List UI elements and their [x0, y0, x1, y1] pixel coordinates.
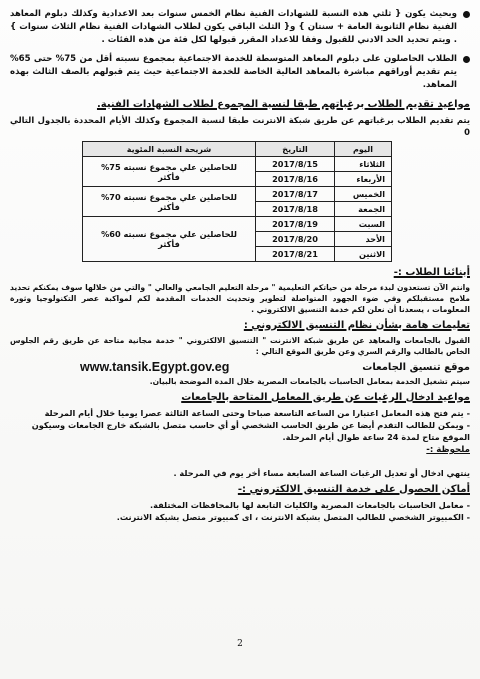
percentage-cell: للحاصلين علي مجموع نسبته 75% فأكثر — [83, 157, 256, 187]
date-cell: 2017/8/18 — [256, 202, 335, 217]
date-cell: 2017/8/17 — [256, 187, 335, 202]
page-number: 2 — [237, 639, 243, 649]
labs-line: - ويمكن للطالب التقدم أيضا عن طريق الحاسب الشخصي أو أي حاسب متصل بالشبكة خارج الجامعات وسيكون الموقع متاح لمدة 24 ساعة طوال أيام المرحلة. — [31, 420, 470, 442]
date-cell: 2017/8/19 — [256, 217, 335, 232]
note-text: ينتهي ادخال أو تعديل الرغبات الساعة السابعة مساء أخر يوم في المرحلة . — [173, 468, 470, 478]
table-row — [83, 187, 392, 202]
day-cell: الأربعاء — [335, 172, 392, 187]
percentage-cell: للحاصلين علي مجموع نسبته 70% فأكثر — [83, 187, 256, 217]
header-day: اليوم — [335, 142, 392, 157]
day-cell: الاثنين — [335, 247, 392, 262]
day-cell: الثلاثاء — [335, 157, 392, 172]
places-line: - الكمبيوتر الشخصي للطالب المتصل بشبكة الانترنت ، اى كمبيوتر متصل بشبكة الانترنت. — [116, 512, 470, 522]
date-cell: 2017/8/21 — [256, 247, 335, 262]
electronic-text: القبول بالجامعات والمعاهد عن طريق شبكة الانترنت " التنسيق الالكتروني " خدمة مجانية متاحة عن طريق رقم الجلوس الخاص بالطالب والرقم السري وعن طريق الموقع التالي : — [10, 336, 470, 356]
site-url-link[interactable]: www.tansik.Egypt.gov.eg — [80, 360, 230, 374]
schedule-table — [82, 141, 392, 262]
bullet-item — [10, 8, 470, 47]
site-label: موقع تنسيق الجامعات — [362, 361, 470, 373]
bullet-text: وبحيث يكون { ثلثي هذه النسبة للشهادات الفنية نظام الخمس سنوات بعد الاعدادية وكذلك دبلوم المعاهد الفنية نظام الثانوية العامة + سنتان } و{ الثلث الباقي يكون لطلاب الشهادات الفنية نظام الثلاث سنوات } . ويتم تحديد الحد الادني للقبول وفقا للاعداد المقرر قبولها لكل فئة من هذه الفئات . — [10, 9, 457, 45]
students-heading: أبنائنا الطلاب :- — [393, 267, 470, 278]
day-cell: الجمعة — [335, 202, 392, 217]
places-heading: أماكن الحصول على خدمة التنسيق الالكتروني :- — [237, 484, 470, 495]
date-cell: 2017/8/15 — [256, 157, 335, 172]
labs-heading: مواعيد ادخال الرغبات عن طريق المعامل المتاحة بالجامعات — [181, 392, 470, 403]
bullet-text: الطلاب الحاصلون على دبلوم المعاهد المتوسطة للخدمة الاجتماعية بمجموع نسبته أقل من 75% حتى 65% يتم تقديم أوراقهم مباشرة بالمعاهد العالية الخاصة للخدمة الاجتماعية حيث يتم قبولهم بالصف الثالث بهذه المعاهد. — [10, 54, 457, 90]
percentage-cell: للحاصلين علي مجموع نسبته 60% فأكثر — [83, 217, 256, 262]
schedule-heading: مواعيد تقديم الطلاب برغباتهم طبقا لنسبة المجموع لطلاب الشهادات الفنية. — [96, 99, 470, 110]
website-row — [10, 360, 470, 374]
header-date: التاريخ — [256, 142, 335, 157]
date-cell: 2017/8/16 — [256, 172, 335, 187]
header-percentage: شريحة النسبة المئوية — [83, 142, 256, 157]
day-cell: السبت — [335, 217, 392, 232]
bullet-dot-icon — [463, 11, 470, 18]
electronic-heading: تعليمات هامة بشأن نظام التنسيق الالكتروني : — [243, 320, 470, 331]
table-row — [83, 157, 392, 172]
schedule-intro: يتم تقديم الطلاب برغباتهم عن طريق شبكة الانترنت طبقا لنسبة المجموع وكذلك الأيام المحددة بالجدول التالي 0 — [10, 115, 470, 137]
day-cell: الأحد — [335, 232, 392, 247]
table-header-row — [83, 142, 392, 157]
labs-line: - يتم فتح هذه المعامل اعتبارا من الساعه التاسعة صباحا وحتى الساعة الثالثة عصرا يوميا خلال أيام المرحلة — [44, 408, 470, 418]
places-line: - معامل الحاسبات بالجامعات المصرية والكليات التابعة لها بالمحافظات المختلفة. — [150, 500, 470, 510]
bullet-dot-icon — [463, 56, 470, 63]
students-text: وانتم الآن تستعدون لبدء مرحلة من حياتكم التعليمية " مرحلة التعليم الجامعي والعالي " والتي من خلالها سوف يمكنكم تحديد ملامح مستقبلكم وفي ضوء الجهود المتواصلة لتطوير وتحديث الخدمات المقدمة لكم لمواكبة عصر التكنولوجيا وثورة المعلومات ، يسعدنا أن نعلن لكم خدمة التنسيق الالكتروني . — [10, 283, 470, 314]
date-cell: 2017/8/20 — [256, 232, 335, 247]
day-cell: الخميس — [335, 187, 392, 202]
bullet-item — [10, 53, 470, 92]
table-row — [83, 217, 392, 232]
note-label: ملحوظة :- — [426, 445, 470, 455]
electronic-note: سيتم تشغيل الخدمة بمعامل الحاسبات بالجامعات المصرية خلال المدة الموضحة بالبيان. — [149, 377, 470, 386]
